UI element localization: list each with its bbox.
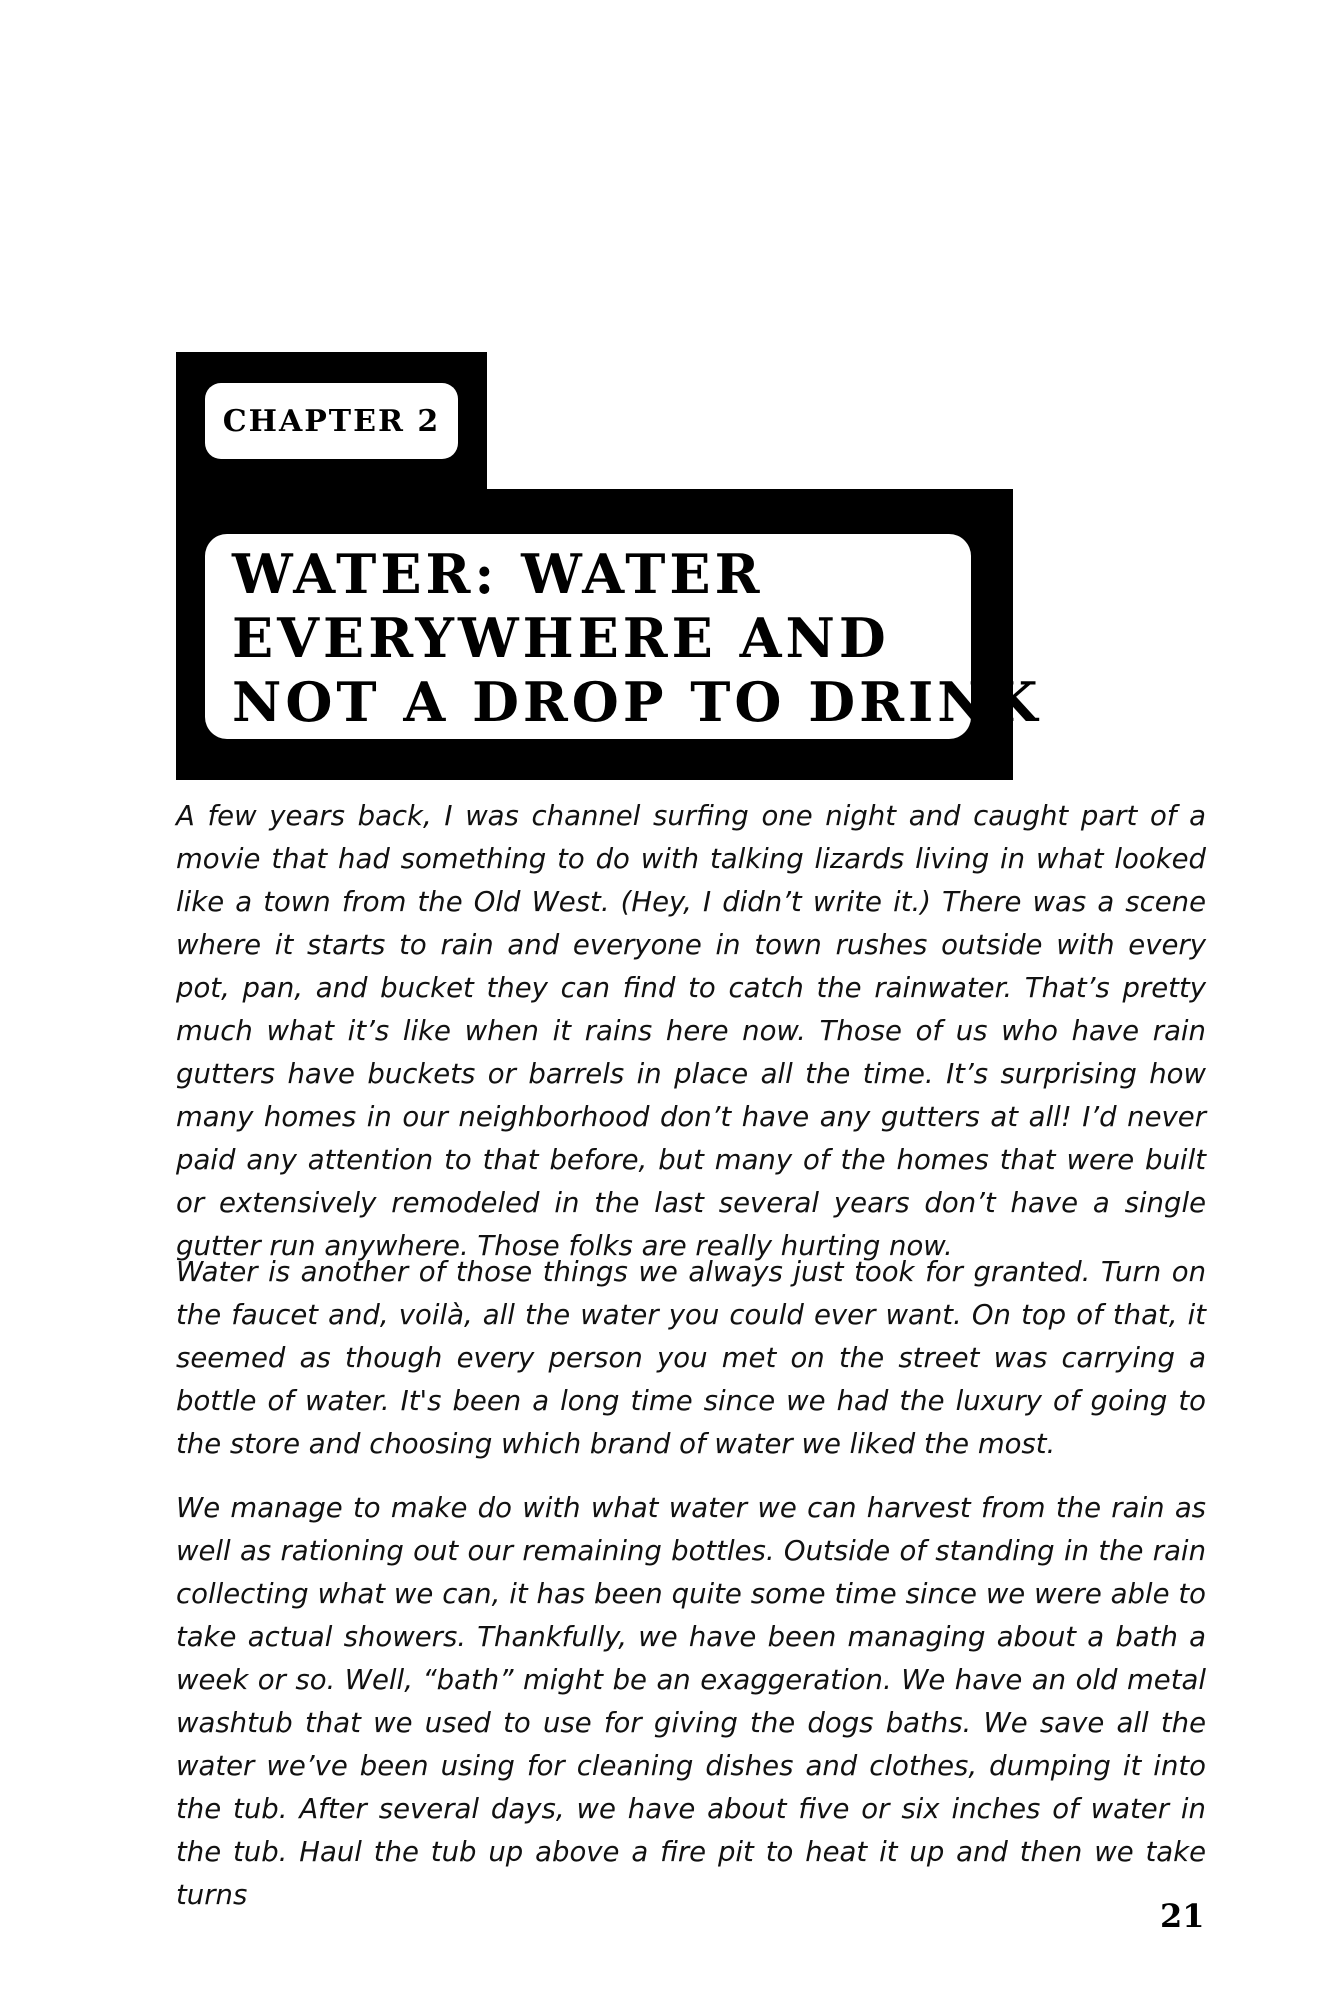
body-paragraph-1: A few years back, I was channel surfing one night and caught part of a movie that had something to do with talking lizards living in what looked like a town from the Old West. (Hey, I didn’t write it.) There was a scene where it starts to rain and everyone in town rushes outside with every pot, pan, and bucket they can find to catch the rainwater. That’s pretty much what it’s like when it rains here now. Those of us who have rain gutters have buckets or barrels in place all the time. It’s surprising how many homes in our neighborhood don’t have any gutters at all! I’d never paid any attention to that before, but many of the homes that were built or extensively remodeled in the last several years don’t have a single gutter run anywhere. Those folks are really hurting now. xyxy=(176,800,1206,1262)
chapter-title-line-2: EVERYWHERE AND xyxy=(232,606,890,670)
chapter-label: CHAPTER 2 xyxy=(205,383,458,459)
chapter-title-line-1: WATER: WATER xyxy=(232,542,764,606)
chapter-title-line-3: NOT A DROP TO DRINK xyxy=(232,670,1042,734)
page-number: 21 xyxy=(1160,1897,1205,1935)
body-paragraph-3: We manage to make do with what water we can harvest from the rain as well as rationing out our remaining bottles. Outside of standing in the rain collecting what we can, it has been quite some time since we were able to take actual showers. Thankfully, we have been managing about a bath a week or so. Well, “bath” might be an exaggeration. We have an old metal washtub that we used to use for giving the dogs baths. We save all the water we’ve been using for cleaning dishes and clothes, dumping it into the tub. After several days, we have about five or six inches of water in the tub. Haul the tub up above a fire pit to heat it up and then we take turns xyxy=(176,1492,1206,1911)
body-paragraph-2: Water is another of those things we always just took for granted. Turn on the faucet and, voilà, all the water you could ever want. On top of that, it seemed as though every person you met on the street was carrying a bottle of water. It's been a long time since we had the luxury of going to the store and choosing which brand of water we liked the most. xyxy=(176,1256,1206,1460)
